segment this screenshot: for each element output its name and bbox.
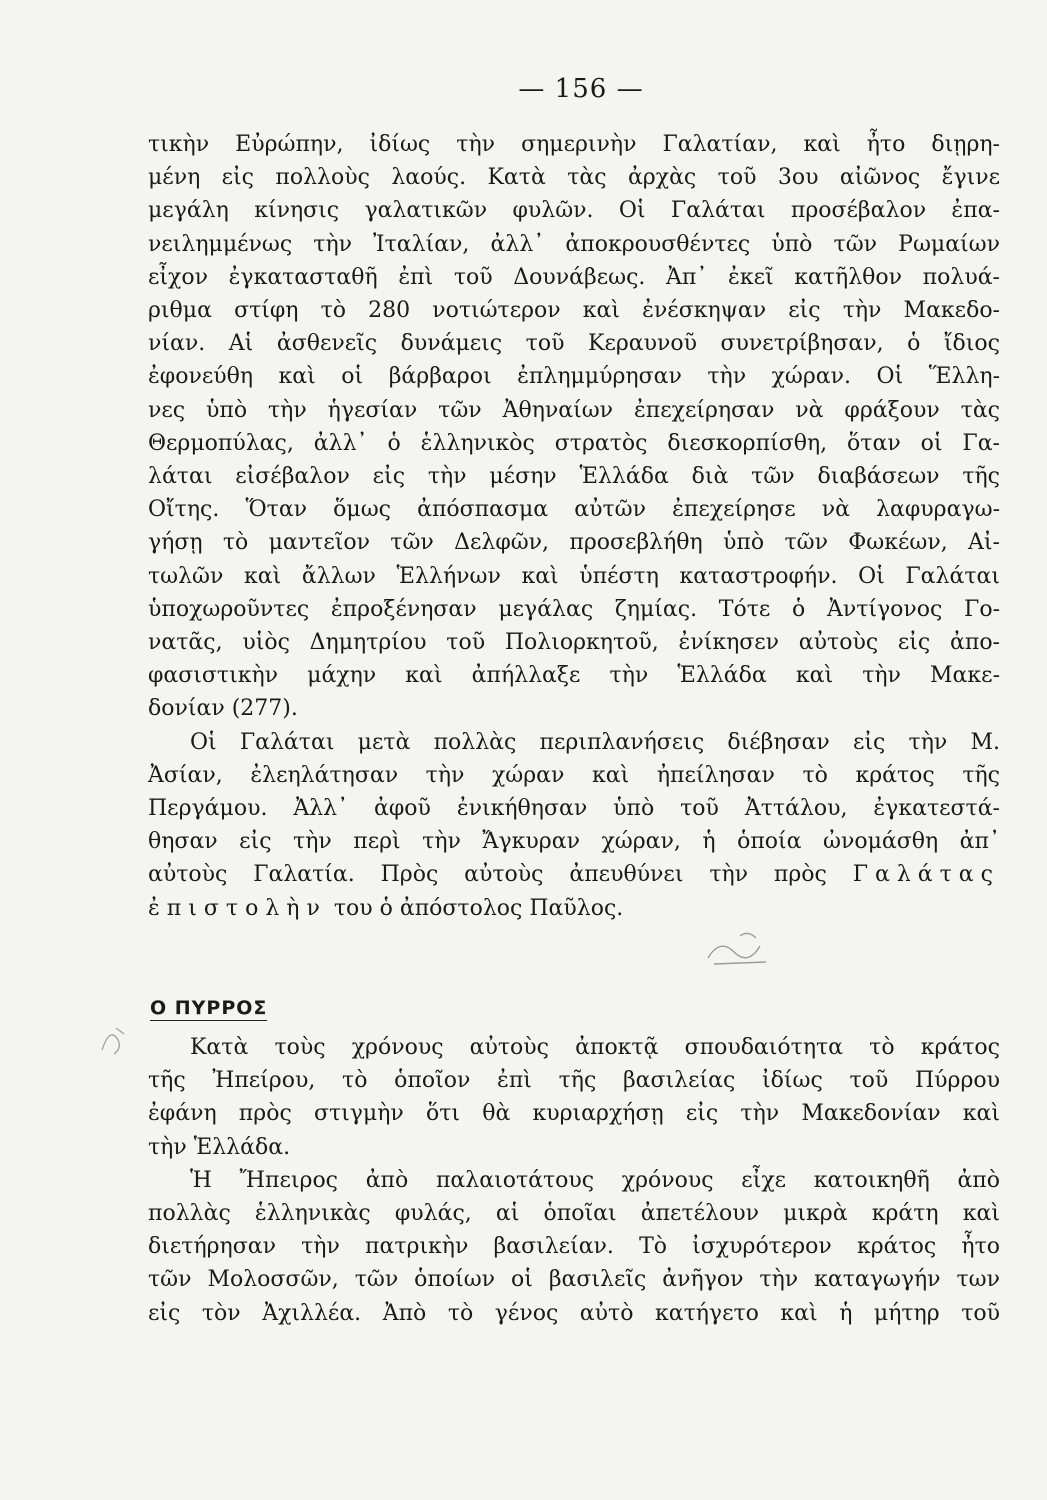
text-line: ὑποχωροῦντες ἐπροξένησαν μεγάλας ζημίας. Τότε ὁ Ἀντίγονος Γο- <box>148 596 1000 622</box>
text-line: πολλὰς ἑλληνικὰς φυλάς, αἱ ὁποῖαι ἀπετέλουν μικρὰ κράτη καὶ <box>148 1201 1000 1227</box>
margin-annotation-icon <box>96 1020 128 1060</box>
text-segment: αὐτοὺς Γαλατία. Πρὸς αὐτοὺς ἀπευθύνει τὴν πρὸς <box>148 862 827 888</box>
text-line: τικὴν Εὐρώπην, ἰδίως τὴν σημερινὴν Γαλατίαν, καὶ ἦτο διῃρη- <box>148 132 1000 157</box>
text-line: νειλημμένως τὴν Ἰταλίαν, ἀλλ᾽ ἀποκρουσθέντες ὑπὸ τῶν Ρωμαίων <box>148 231 1000 257</box>
text-line: δονίαν (277). <box>148 696 298 722</box>
text-line: εἶχον ἐγκατασταθῆ ἐπὶ τοῦ Δουνάβεως. Ἀπ᾽ ἐκεῖ κατῆλθον πολυά- <box>148 264 1000 290</box>
text-line: ἐφάνη πρὸς στιγμὴν ὅτι θὰ κυριαρχήσῃ εἰς τὴν Μακεδονίαν καὶ <box>148 1101 1000 1127</box>
text-line: Ἀσίαν, ἐλεηλάτησαν τὴν χώραν καὶ ἠπείλησαν τὸ κράτος τῆς <box>148 762 1000 788</box>
text-block-top <box>148 128 1000 925</box>
text-line: ριθμα στίφη τὸ 280 νοτιώτερον καὶ ἐνέσκηψαν εἰς τὴν Μακεδο- <box>148 298 1000 324</box>
text-line: λάται εἰσέβαλον εἰς τὴν μέσην Ἑλλάδα διὰ τῶν διαβάσεων τῆς <box>148 464 1000 490</box>
text-line: τῆς Ἠπείρου, τὸ ὁποῖον ἐπὶ τῆς βασιλείας ἰδίως τοῦ Πύρρου <box>148 1068 1000 1094</box>
page-number: — 156 — <box>518 74 644 104</box>
text-line: ἐφονεύθη καὶ οἱ βάρβαροι ἐπλημμύρησαν τὴν χώραν. Οἱ Ἕλλη- <box>148 364 1000 390</box>
text-line: Οἴτης. Ὅταν ὅμως ἀπόσπασμα αὐτῶν ἐπεχείρησε νὰ λαφυραγω- <box>148 497 1000 523</box>
text-line: μένη εἰς πολλοὺς λαούς. Κατὰ τὰς ἀρχὰς τοῦ 3ου αἰῶνος ἔγινε <box>148 165 1000 191</box>
text-line: Περγάμου. Ἀλλ᾽ ἀφοῦ ἐνικήθησαν ὑπὸ τοῦ Ἀττάλου, ἐγκατεστά- <box>148 796 1000 822</box>
emphasis-text: Γαλάτας <box>852 862 1000 888</box>
text-line: Κατὰ τοὺς χρόνους αὐτοὺς ἀποκτᾷ σπουδαιότητα τὸ κράτος <box>190 1035 1000 1060</box>
text-line: τῶν Μολοσσῶν, τῶν ὁποίων οἱ βασιλεῖς ἀνῆγον τὴν καταγωγήν των <box>148 1267 1000 1293</box>
text-line: νες ὑπὸ τὴν ἡγεσίαν τῶν Ἀθηναίων ἐπεχείρησαν νὰ φράξουν τὰς <box>148 397 1000 423</box>
text-line: μεγάλη κίνησις γαλατικῶν φυλῶν. Οἱ Γαλάται προσέβαλον ἐπα- <box>148 198 1000 224</box>
text-line: γήσῃ τὸ μαντεῖον τῶν Δελφῶν, προσεβλήθη ὑπὸ τῶν Φωκέων, Αἰ- <box>148 530 1000 556</box>
text-line: Ἡ Ἤπειρος ἀπὸ παλαιοτάτους χρόνους εἶχε κατοικηθῆ ἀπὸ <box>190 1167 1000 1193</box>
text-segment: του ὁ ἀπόστολος Παῦλος. <box>333 895 624 921</box>
text-line: τὴν Ἑλλάδα. <box>148 1134 291 1160</box>
text-line: φασιστικὴν μάχην καὶ ἀπήλλαξε τὴν Ἑλλάδα καὶ τὴν Μακε- <box>148 663 1000 689</box>
emphasis-text: ἐπιστολὴν <box>148 895 327 921</box>
text-line: θησαν εἰς τὴν περὶ τὴν Ἄγκυραν χώραν, ἡ ὁποία ὠνομάσθη ἀπ᾽ <box>148 829 1000 855</box>
text-line: διετήρησαν τὴν πατρικὴν βασιλείαν. Τὸ ἰσχυρότερον κράτος ἦτο <box>148 1234 1000 1260</box>
text-block-bottom <box>148 1031 1000 1330</box>
text-line: νατᾶς, υἱὸς Δημητρίου τοῦ Πολιορκητοῦ, ἐνίκησεν αὐτοὺς εἰς ἀπο- <box>148 630 1000 656</box>
text-line: Θερμοπύλας, ἀλλ᾽ ὁ ἑλληνικὸς στρατὸς διεσκορπίσθη, ὅταν οἱ Γα- <box>148 430 1000 456</box>
section-heading: Ο ΠΥΡΡΟΣ <box>150 997 268 1019</box>
pencil-annotation-icon <box>700 928 780 974</box>
text-line <box>148 858 1000 891</box>
text-line: Οἱ Γαλάται μετὰ πολλὰς περιπλανήσεις διέβησαν εἰς τὴν Μ. <box>190 729 1000 755</box>
text-line: τωλῶν καὶ ἄλλων Ἑλλήνων καὶ ὑπέστη καταστροφήν. Οἱ Γαλάται <box>148 563 1000 589</box>
text-line: εἰς τὸν Ἀχιλλέα. Ἀπὸ τὸ γένος αὐτὸ κατήγετο καὶ ἡ μήτηρ τοῦ <box>148 1300 1000 1326</box>
text-line: νίαν. Αἱ ἀσθενεῖς δυνάμεις τοῦ Κεραυνοῦ συνετρίβησαν, ὁ ἴδιος <box>148 331 1000 357</box>
text-line <box>148 892 1000 925</box>
